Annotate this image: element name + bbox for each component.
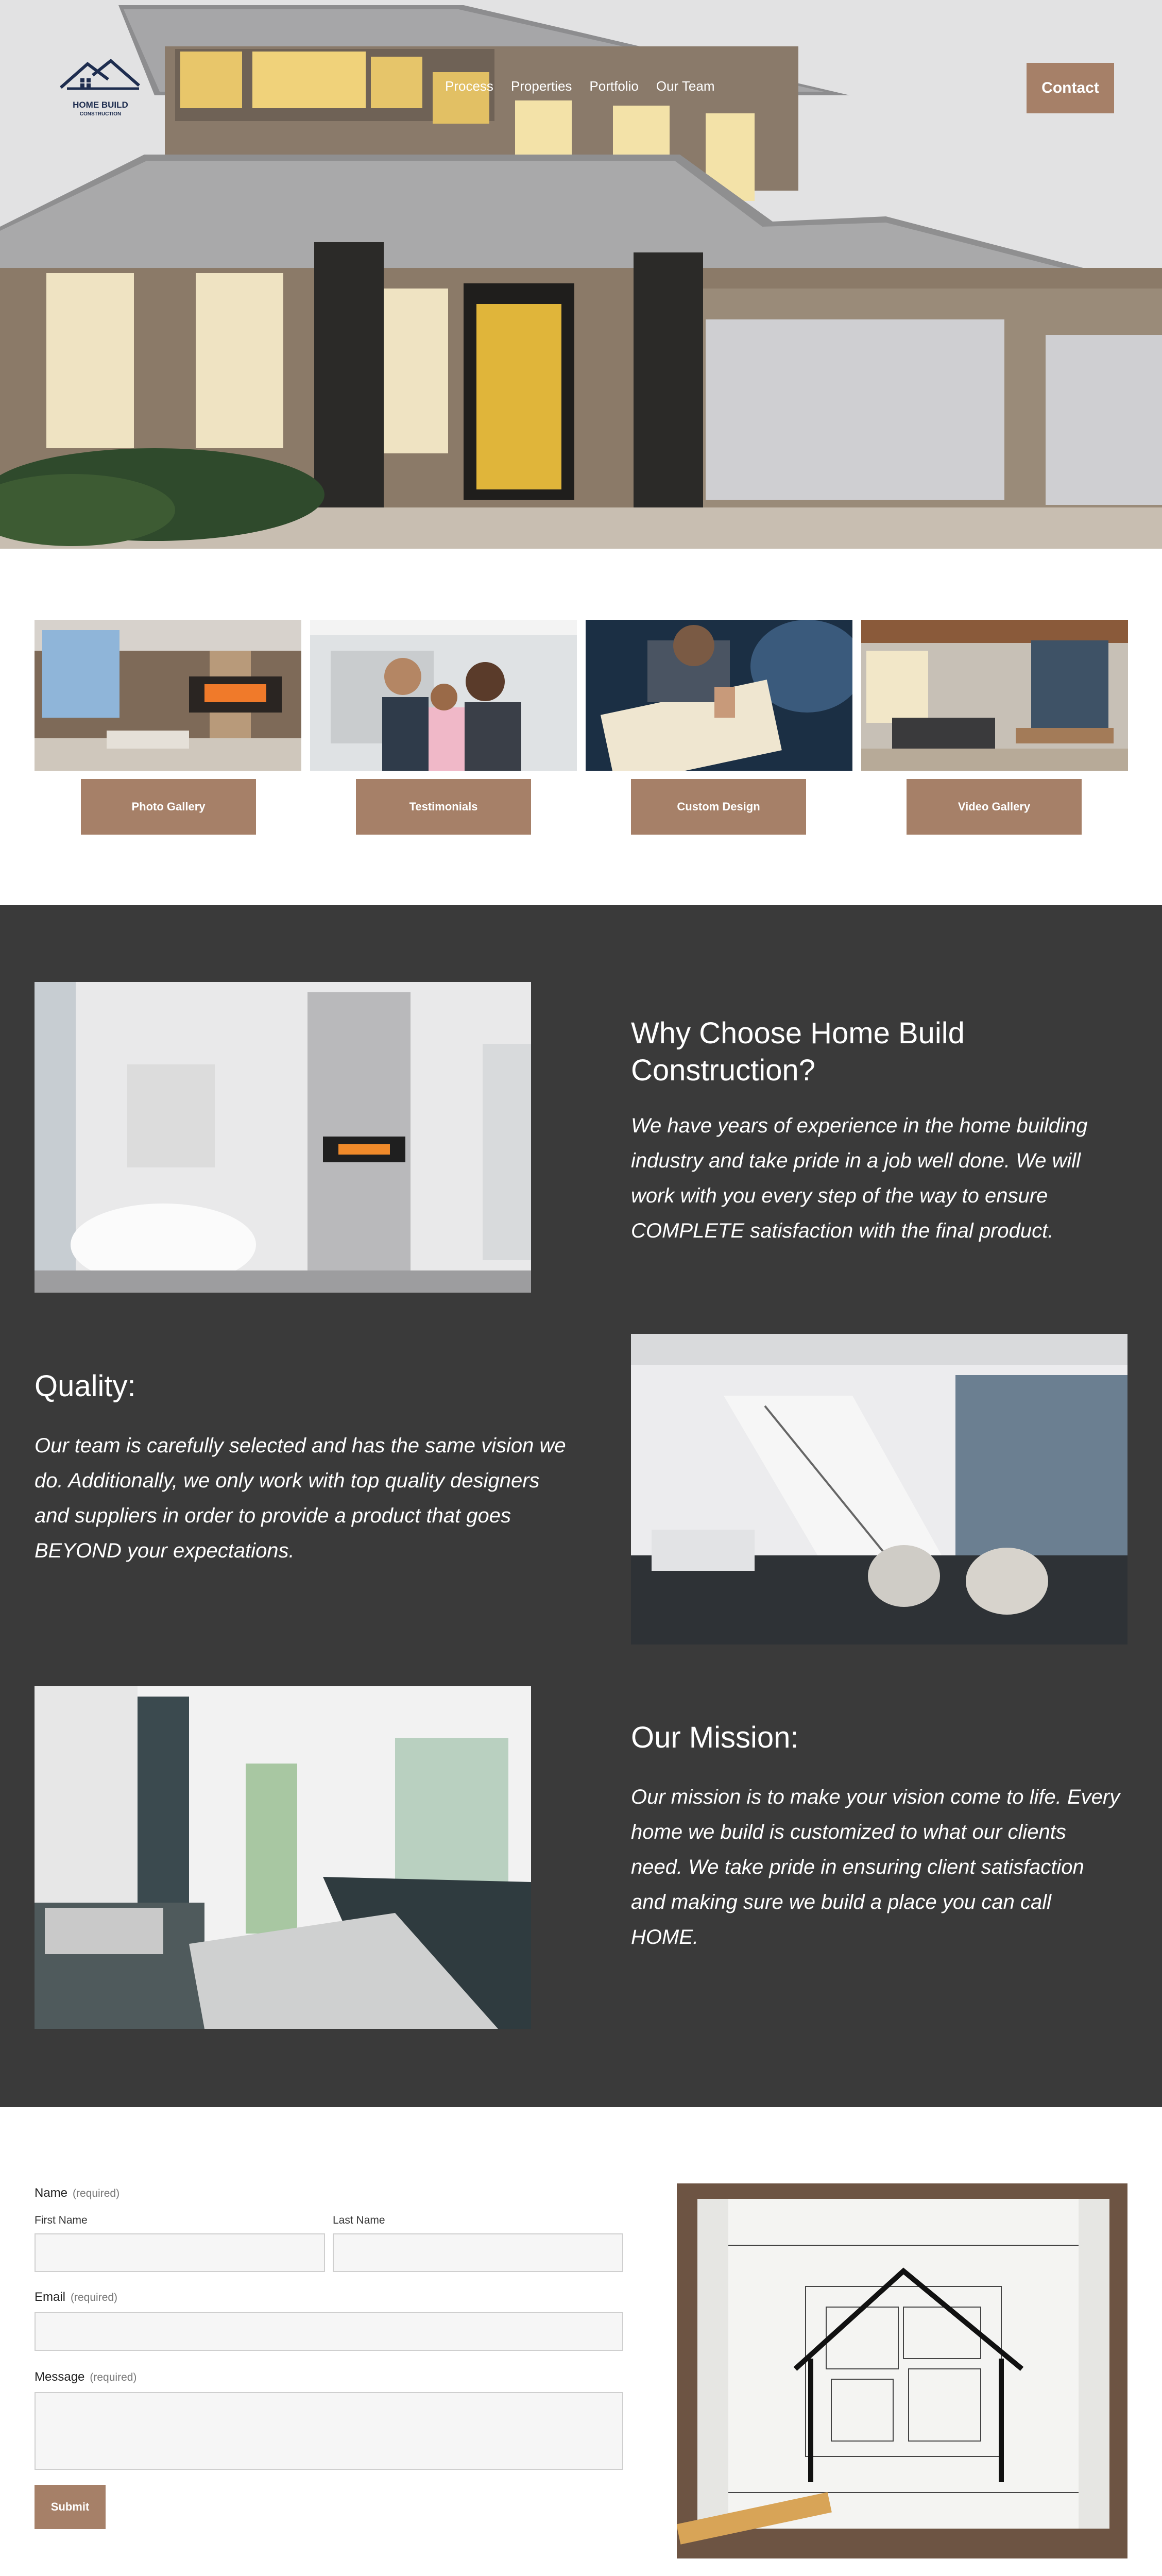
email-field[interactable] <box>35 2312 623 2351</box>
photo-gallery-button[interactable]: Photo Gallery <box>81 779 256 835</box>
blueprint-image <box>677 2183 1127 2558</box>
quality-title: Quality: <box>35 1369 136 1403</box>
message-label-text: Message <box>35 2370 85 2384</box>
mission-text: Our mission is to make your vision come to life. Every home we build is customized to what our clients need. We take pride in ensuring client satisfaction and making sure we build a place you can call HOME. <box>631 1786 1120 1948</box>
nav-our-team[interactable]: Our Team <box>656 78 715 94</box>
message-field[interactable] <box>35 2392 623 2470</box>
first-name-label: First Name <box>35 2214 88 2226</box>
nav-properties[interactable]: Properties <box>510 78 572 94</box>
nav-portfolio[interactable]: Portfolio <box>589 78 639 94</box>
email-required: (required) <box>71 2292 118 2303</box>
video-gallery-button[interactable]: Video Gallery <box>907 779 1082 835</box>
tile-custom-design-image[interactable] <box>586 620 852 771</box>
name-label <box>35 2186 119 2200</box>
quality-text: Our team is carefully selected and has the same vision we do. Additionally, we only work with top quality designers and suppliers in order to provide a product that goes BEYOND your expectations. <box>35 1434 566 1562</box>
tile-video-gallery-image[interactable] <box>861 620 1128 771</box>
submit-button[interactable]: Submit <box>35 2485 106 2529</box>
first-name-field[interactable] <box>35 2233 325 2272</box>
custom-design-button[interactable]: Custom Design <box>631 779 806 835</box>
tile-photo-gallery-image[interactable] <box>35 620 301 771</box>
testimonials-button[interactable]: Testimonials <box>356 779 531 835</box>
bathroom-image <box>35 982 531 1293</box>
brand-logo[interactable] <box>57 57 144 124</box>
last-name-label: Last Name <box>333 2214 385 2226</box>
email-label <box>35 2290 117 2304</box>
main-nav <box>445 78 715 94</box>
contact-button[interactable]: Contact <box>1027 63 1114 113</box>
email-label-text: Email <box>35 2290 66 2304</box>
mission-title: Our Mission: <box>631 1721 799 1754</box>
brand-tagline: CONSTRUCTION <box>79 111 122 117</box>
why-choose-text: We have years of experience in the home building industry and take pride in a job well done. We will work with you every step of the way to ensure COMPLETE satisfaction with the final product. <box>631 1114 1088 1242</box>
message-required: (required) <box>90 2371 137 2383</box>
name-label-text: Name <box>35 2186 68 2200</box>
name-required: (required) <box>73 2188 120 2199</box>
living-room-image <box>631 1334 1127 1645</box>
last-name-field[interactable] <box>333 2233 623 2272</box>
hero-banner <box>0 0 1162 549</box>
message-label <box>35 2370 136 2384</box>
nav-process[interactable]: Process <box>445 78 493 94</box>
kitchen-image <box>35 1686 531 2029</box>
house-logo-icon <box>57 57 144 98</box>
why-choose-title: Why Choose Home Build Construction? <box>631 1016 965 1087</box>
tile-testimonials-image[interactable] <box>310 620 577 771</box>
brand-name: HOME BUILD <box>73 100 128 110</box>
